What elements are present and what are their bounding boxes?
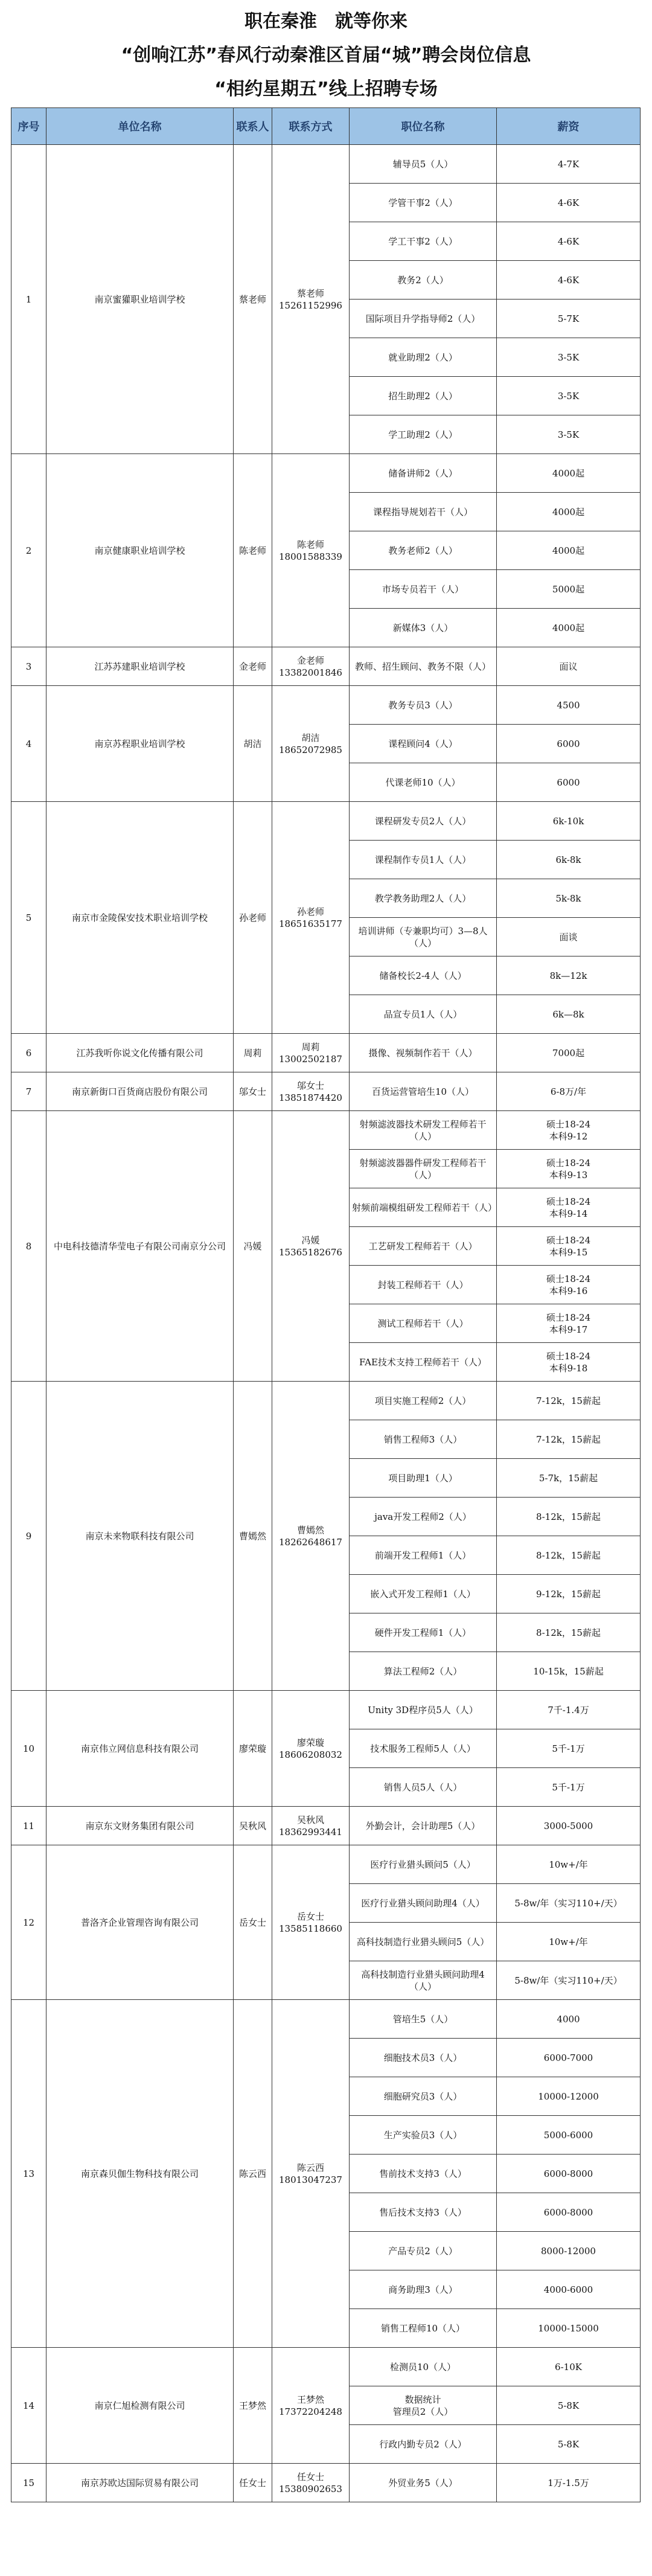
position-title: 教务专员3（人）: [350, 686, 497, 725]
salary: 4000: [497, 2000, 641, 2039]
position-title: 产品专员2（人）: [350, 2232, 497, 2270]
salary: 4-6K: [497, 261, 641, 300]
row-number: 2: [11, 454, 46, 647]
position-title: 品宣专员1人（人）: [350, 995, 497, 1034]
table-row: [11, 2348, 641, 2386]
position-title: 射频滤波器器件研发工程师若干（人）: [350, 1150, 497, 1188]
unit-name: 南京苏欧达国际贸易有限公司: [46, 2464, 234, 2502]
table-row: [11, 1691, 641, 1729]
salary: 硕士18-24 本科9-13: [497, 1150, 641, 1188]
table-row: [11, 2000, 641, 2039]
salary: 6000-8000: [497, 2193, 641, 2232]
salary: 6000-8000: [497, 2155, 641, 2193]
salary: 10000-12000: [497, 2077, 641, 2116]
position-title: 算法工程师2（人）: [350, 1652, 497, 1691]
row-number: 8: [11, 1111, 46, 1382]
position-title: 射频滤波器技术研发工程师若干（人）: [350, 1111, 497, 1150]
position-title: 检测员10（人）: [350, 2348, 497, 2386]
contact-info: 胡洁 18652072985: [272, 686, 350, 802]
position-title: 储备校长2-4人（人）: [350, 956, 497, 995]
col-header-pay: 薪资: [497, 108, 641, 145]
row-number: 1: [11, 145, 46, 454]
salary: 7000起: [497, 1034, 641, 1072]
salary: 5k-8k: [497, 879, 641, 918]
unit-name: 南京伟立网信息科技有限公司: [46, 1691, 234, 1807]
salary: 8-12k，15薪起: [497, 1536, 641, 1575]
position-title: 摄像、视频制作若干（人）: [350, 1034, 497, 1072]
unit-name: 普洛齐企业管理咨询有限公司: [46, 1845, 234, 2000]
salary: 3000-5000: [497, 1807, 641, 1845]
contact-info: 廖荣璇 18606208032: [272, 1691, 350, 1807]
position-title: 市场专员若干（人）: [350, 570, 497, 609]
title-line-3: “相约星期五”线上招聘专场: [214, 78, 438, 100]
title-line-2: “创响江苏”春风行动秦淮区首届“城”聘会岗位信息: [121, 45, 531, 66]
contact-info: 吴秋风 18362993441: [272, 1807, 350, 1845]
contact-name: 曹嫣然: [234, 1382, 272, 1691]
position-title: 储备讲师2（人）: [350, 454, 497, 493]
salary: 4000起: [497, 493, 641, 531]
salary: 硕士18-24 本科9-18: [497, 1343, 641, 1382]
contact-name: 廖荣璇: [234, 1691, 272, 1807]
salary: 1万-1.5万: [497, 2464, 641, 2502]
contact-name: 蔡老师: [234, 145, 272, 454]
salary: 6000-7000: [497, 2039, 641, 2077]
position-title: java开发工程师2（人）: [350, 1498, 497, 1536]
page-header: [0, 0, 652, 107]
salary: 6k-8k: [497, 841, 641, 879]
position-title: 工艺研发工程师若干（人）: [350, 1227, 497, 1266]
row-number: 12: [11, 1845, 46, 2000]
table-row: [11, 145, 641, 184]
salary: 6k—8k: [497, 995, 641, 1034]
salary: 3-5K: [497, 415, 641, 454]
contact-name: 岳女士: [234, 1845, 272, 2000]
contact-name: 陈云西: [234, 2000, 272, 2348]
position-title: 教务老师2（人）: [350, 531, 497, 570]
table-row: [11, 1072, 641, 1111]
salary: 4000起: [497, 531, 641, 570]
position-title: 硬件开发工程师1（人）: [350, 1613, 497, 1652]
position-title: 销售人员5人（人）: [350, 1768, 497, 1807]
salary: 6000: [497, 725, 641, 763]
contact-name: 任女士: [234, 2464, 272, 2502]
contact-name: 周莉: [234, 1034, 272, 1072]
position-title: 细胞技术员3（人）: [350, 2039, 497, 2077]
position-title: 前端开发工程师1（人）: [350, 1536, 497, 1575]
position-title: 生产实验员3（人）: [350, 2116, 497, 2155]
row-number: 7: [11, 1072, 46, 1111]
contact-name: 王梦然: [234, 2348, 272, 2464]
unit-name: 南京市金陵保安技术职业培训学校: [46, 802, 234, 1034]
unit-name: 南京东文财务集团有限公司: [46, 1807, 234, 1845]
position-title: 商务助理3（人）: [350, 2270, 497, 2309]
position-title: 课程顾问4（人）: [350, 725, 497, 763]
position-title: 技术服务工程师5人（人）: [350, 1729, 497, 1768]
table-row: [11, 1382, 641, 1420]
salary: 4500: [497, 686, 641, 725]
table-row: [11, 1807, 641, 1845]
salary: 5-8w/年（实习110+/天）: [497, 1884, 641, 1923]
position-title: 培训讲师（专兼职均可）3—8人（人）: [350, 918, 497, 956]
salary: 10000-15000: [497, 2309, 641, 2348]
position-title: 百货运营管培生10（人）: [350, 1072, 497, 1111]
contact-info: 蔡老师 15261152996: [272, 145, 350, 454]
salary: 8-12k，15薪起: [497, 1498, 641, 1536]
table-row: [11, 802, 641, 841]
salary: 5-8K: [497, 2425, 641, 2464]
table-row: [11, 1845, 641, 1884]
position-title: 课程研发专员2人（人）: [350, 802, 497, 841]
contact-info: 冯媛 15365182676: [272, 1111, 350, 1382]
position-title: 管培生5（人）: [350, 2000, 497, 2039]
col-header-phone: 联系方式: [272, 108, 350, 145]
salary: 4000起: [497, 609, 641, 647]
contact-name: 邬女士: [234, 1072, 272, 1111]
salary: 4000-6000: [497, 2270, 641, 2309]
position-title: 细胞研究员3（人）: [350, 2077, 497, 2116]
salary: 5-7K: [497, 300, 641, 338]
position-title: 高科技制造行业猎头顾问5（人）: [350, 1923, 497, 1961]
position-title: 封装工程师若干（人）: [350, 1266, 497, 1304]
position-title: 教务2（人）: [350, 261, 497, 300]
salary: 5-8K: [497, 2386, 641, 2425]
table-row: [11, 1034, 641, 1072]
row-number: 9: [11, 1382, 46, 1691]
salary: 4-7K: [497, 145, 641, 184]
salary: 9-12k，15薪起: [497, 1575, 641, 1613]
salary: 硕士18-24 本科9-15: [497, 1227, 641, 1266]
table-row: [11, 686, 641, 725]
contact-name: 金老师: [234, 647, 272, 686]
contact-name: 胡洁: [234, 686, 272, 802]
position-title: Unity 3D程序员5人（人）: [350, 1691, 497, 1729]
unit-name: 南京苏程职业培训学校: [46, 686, 234, 802]
position-title: 教师、招生顾问、教务不限（人）: [350, 647, 497, 686]
position-title: 辅导员5（人）: [350, 145, 497, 184]
position-title: 就业助理2（人）: [350, 338, 497, 377]
salary: 硕士18-24 本科9-16: [497, 1266, 641, 1304]
position-title: FAE技术支持工程师若干（人）: [350, 1343, 497, 1382]
unit-name: 南京仁旭检测有限公司: [46, 2348, 234, 2464]
table-body: [11, 145, 641, 2502]
position-title: 测试工程师若干（人）: [350, 1304, 497, 1343]
table-header-row: [11, 108, 641, 145]
title-line-1: 职在秦淮 就等你来: [245, 11, 408, 32]
table-row: [11, 1111, 641, 1150]
table-row: [11, 454, 641, 493]
position-title: 教学教务助理2人（人）: [350, 879, 497, 918]
salary: 8000-12000: [497, 2232, 641, 2270]
unit-name: 南京蜜獾职业培训学校: [46, 145, 234, 454]
job-table: [11, 107, 641, 2502]
position-title: 项目实施工程师2（人）: [350, 1382, 497, 1420]
salary: 6k-10k: [497, 802, 641, 841]
position-title: 学工助理2（人）: [350, 415, 497, 454]
salary: 4-6K: [497, 184, 641, 222]
contact-name: 孙老师: [234, 802, 272, 1034]
contact-info: 金老师 13382001846: [272, 647, 350, 686]
position-title: 学管干事2（人）: [350, 184, 497, 222]
contact-info: 周莉 13002502187: [272, 1034, 350, 1072]
salary: 5000-6000: [497, 2116, 641, 2155]
unit-name: 南京健康职业培训学校: [46, 454, 234, 647]
salary: 5000起: [497, 570, 641, 609]
contact-name: 冯媛: [234, 1111, 272, 1382]
salary: 硕士18-24 本科9-14: [497, 1188, 641, 1227]
unit-name: 南京未来物联科技有限公司: [46, 1382, 234, 1691]
salary: 3-5K: [497, 338, 641, 377]
contact-info: 王梦然 17372204248: [272, 2348, 350, 2464]
salary: 8-12k，15薪起: [497, 1613, 641, 1652]
contact-info: 任女士 15380902653: [272, 2464, 350, 2502]
position-title: 行政内勤专员2（人）: [350, 2425, 497, 2464]
salary: 硕士18-24 本科9-17: [497, 1304, 641, 1343]
position-title: 销售工程师3（人）: [350, 1420, 497, 1459]
contact-info: 邬女士 13851874420: [272, 1072, 350, 1111]
salary: 面议: [497, 647, 641, 686]
unit-name: 中电科技德清华莹电子有限公司南京分公司: [46, 1111, 234, 1382]
salary: 6000: [497, 763, 641, 802]
contact-info: 岳女士 13585118660: [272, 1845, 350, 2000]
salary: 3-5K: [497, 377, 641, 415]
salary: 5-7k，15薪起: [497, 1459, 641, 1498]
position-title: 射频前端模组研发工程师若干（人）: [350, 1188, 497, 1227]
unit-name: 南京新街口百货商店股份有限公司: [46, 1072, 234, 1111]
col-header-position: 职位名称: [350, 108, 497, 145]
position-title: 医疗行业猎头顾问助理4（人）: [350, 1884, 497, 1923]
contact-name: 陈老师: [234, 454, 272, 647]
unit-name: 江苏我听你说文化传播有限公司: [46, 1034, 234, 1072]
salary: 7-12k，15薪起: [497, 1420, 641, 1459]
salary: 7-12k，15薪起: [497, 1382, 641, 1420]
position-title: 国际项目升学指导师2（人）: [350, 300, 497, 338]
contact-name: 吴秋风: [234, 1807, 272, 1845]
col-header-unit: 单位名称: [46, 108, 234, 145]
contact-info: 陈云西 18013047237: [272, 2000, 350, 2348]
salary: 5-8w/年（实习110+/天）: [497, 1961, 641, 2000]
col-header-contact: 联系人: [234, 108, 272, 145]
row-number: 15: [11, 2464, 46, 2502]
position-title: 销售工程师10（人）: [350, 2309, 497, 2348]
position-title: 学工干事2（人）: [350, 222, 497, 261]
table-row: [11, 2464, 641, 2502]
row-number: 13: [11, 2000, 46, 2348]
position-title: 外贸业务5（人）: [350, 2464, 497, 2502]
table-row: [11, 647, 641, 686]
position-title: 代课老师10（人）: [350, 763, 497, 802]
row-number: 6: [11, 1034, 46, 1072]
salary: 4-6K: [497, 222, 641, 261]
position-title: 嵌入式开发工程师1（人）: [350, 1575, 497, 1613]
salary: 硕士18-24 本科9-12: [497, 1111, 641, 1150]
salary: 7千-1.4万: [497, 1691, 641, 1729]
salary: 面谈: [497, 918, 641, 956]
position-title: 课程制作专员1人（人）: [350, 841, 497, 879]
unit-name: 南京森贝伽生物科技有限公司: [46, 2000, 234, 2348]
salary: 6-10K: [497, 2348, 641, 2386]
position-title: 新媒体3（人）: [350, 609, 497, 647]
position-title: 售前技术支持3（人）: [350, 2155, 497, 2193]
salary: 5千-1万: [497, 1729, 641, 1768]
position-title: 医疗行业猎头顾问5（人）: [350, 1845, 497, 1884]
contact-info: 曹嫣然 18262648617: [272, 1382, 350, 1691]
unit-name: 江苏苏建职业培训学校: [46, 647, 234, 686]
position-title: 课程指导规划若干（人）: [350, 493, 497, 531]
salary: 6-8万/年: [497, 1072, 641, 1111]
row-number: 11: [11, 1807, 46, 1845]
position-title: 项目助理1（人）: [350, 1459, 497, 1498]
row-number: 5: [11, 802, 46, 1034]
salary: 10w+/年: [497, 1845, 641, 1884]
contact-info: 孙老师 18651635177: [272, 802, 350, 1034]
salary: 10w+/年: [497, 1923, 641, 1961]
contact-info: 陈老师 18001588339: [272, 454, 350, 647]
row-number: 4: [11, 686, 46, 802]
row-number: 14: [11, 2348, 46, 2464]
position-title: 数据统计 管理员2（人）: [350, 2386, 497, 2425]
position-title: 高科技制造行业猎头顾问助理4（人）: [350, 1961, 497, 2000]
salary: 5千-1万: [497, 1768, 641, 1807]
row-number: 3: [11, 647, 46, 686]
position-title: 外勤会计，会计助理5（人）: [350, 1807, 497, 1845]
position-title: 招生助理2（人）: [350, 377, 497, 415]
salary: 8k—12k: [497, 956, 641, 995]
salary: 10-15k，15薪起: [497, 1652, 641, 1691]
col-header-no: 序号: [11, 108, 46, 145]
salary: 4000起: [497, 454, 641, 493]
position-title: 售后技术支持3（人）: [350, 2193, 497, 2232]
row-number: 10: [11, 1691, 46, 1807]
